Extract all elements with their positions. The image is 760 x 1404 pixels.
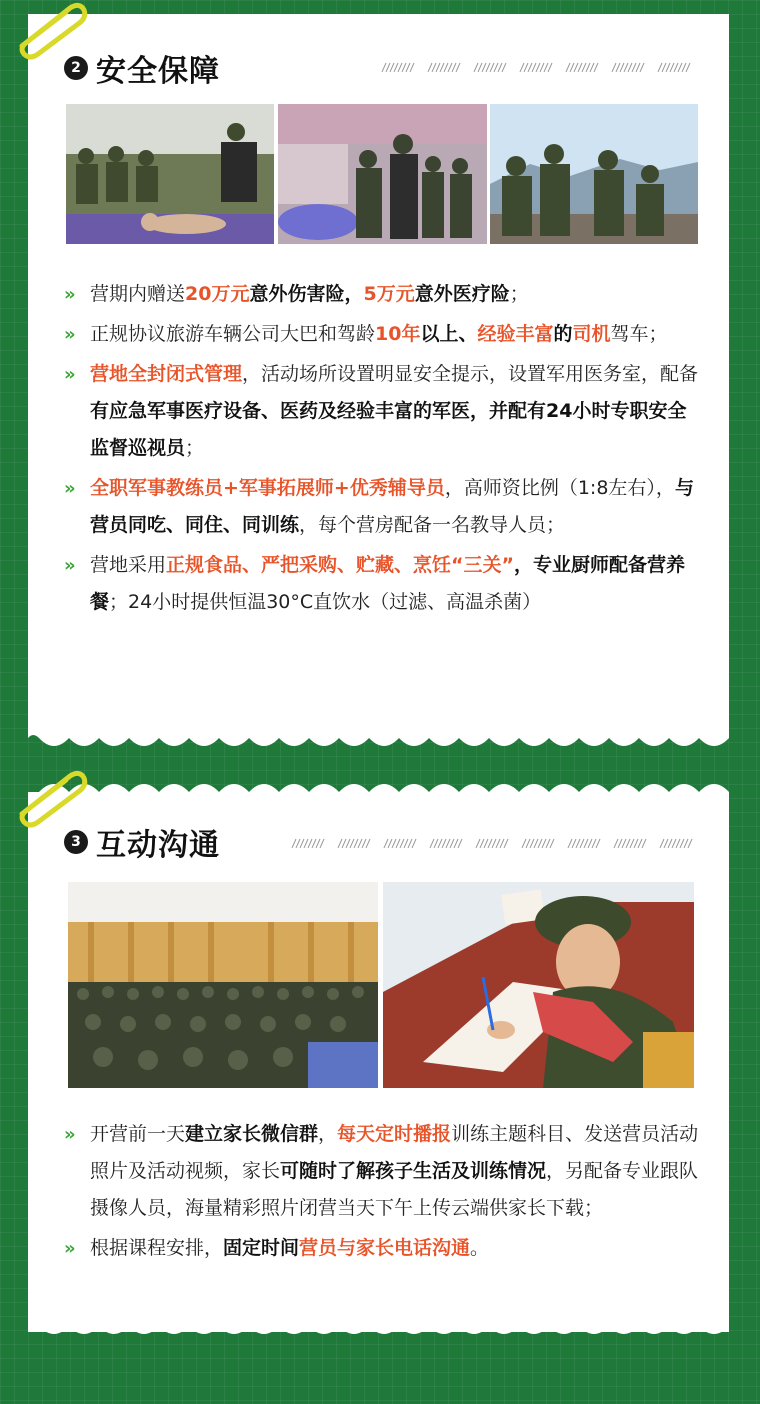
bullet-item [64, 1230, 704, 1267]
bullet-text-segment: 每天定时播报 [337, 1123, 452, 1145]
bullet-text-segment: 正规协议旅游车辆公司大巴和驾龄 [90, 323, 376, 345]
double-chevron-icon: » [64, 555, 76, 576]
section-card-communication [28, 792, 729, 1332]
bullet-text-segment: 营员与家长电话沟通 [299, 1237, 471, 1259]
section-title: 安全保障 [96, 54, 220, 89]
bullet-text-segment: 驾车； [610, 323, 668, 345]
decorative-hatch-divider [380, 62, 700, 72]
section-number-badge: 2 [64, 56, 88, 80]
section-header-communication [64, 822, 220, 862]
bullet-text-segment: 营地全封闭式管理 [90, 363, 243, 385]
double-chevron-icon: » [64, 478, 76, 499]
photo-campers-outdoor [490, 104, 698, 244]
bullet-text-segment: 有应急军事医疗设备、医药及经验丰富的军医，并配有24小时专职安全监督巡视员 [90, 400, 687, 459]
section-number-badge: 3 [64, 830, 88, 854]
scalloped-edge [28, 1312, 729, 1340]
bullet-item [64, 276, 704, 313]
bullet-text-segment: ，另配备专业跟队摄像人员，海量精彩照片闭营当天下午上传云端供家长下载； [90, 1160, 699, 1219]
bullet-text-segment: 全职军事教练员+军事拓展师+优秀辅导员 [90, 477, 445, 499]
photo-auditorium-campers [68, 882, 378, 1088]
paperclip-icon [10, 0, 90, 60]
bullet-item [64, 316, 704, 353]
bullet-text-segment: 建立家长微信群 [185, 1123, 319, 1145]
bullet-text-segment: 。 [470, 1237, 490, 1259]
double-chevron-icon: » [64, 324, 76, 345]
bullet-text-segment: 固定时间 [223, 1237, 300, 1259]
bullet-text-segment: 20万元 [185, 283, 250, 305]
bullet-text-segment: ， [318, 1123, 338, 1145]
bullet-text-segment: 营地采用 [90, 554, 167, 576]
double-chevron-icon: » [64, 364, 76, 385]
bullet-item [64, 547, 704, 621]
communication-bullet-list [64, 1116, 704, 1270]
bullet-text-segment: ； [509, 283, 529, 305]
double-chevron-icon: » [64, 284, 76, 305]
bullet-item [64, 470, 704, 544]
bullet-text-segment: 开营前一天 [90, 1123, 186, 1145]
bullet-text-segment: 正规食品、严把采购、贮藏、烹饪“三关” [166, 554, 514, 576]
bullet-text-segment: ，高师资比例（1:8左右）， [444, 477, 675, 499]
bullet-text-segment: ，活动场所设置明显安全提示，设置军用医务室，配备 [242, 363, 699, 385]
bullet-text-segment: 以上、 [420, 323, 478, 345]
bullet-text-segment: 与营员同吃、同住、同训练 [90, 477, 694, 536]
section-title: 互动沟通 [96, 828, 220, 863]
safety-bullet-list [64, 276, 704, 624]
scalloped-edge [28, 724, 729, 752]
double-chevron-icon: » [64, 1124, 76, 1145]
bullet-text-segment: 司机 [572, 323, 611, 345]
bullet-text-segment: 可随时了解孩子生活及训练情况 [280, 1160, 547, 1182]
double-chevron-icon: » [64, 1238, 76, 1259]
bullet-text-segment: 训练主题科目、发送营员活动照片及活动视频，家长 [90, 1123, 699, 1182]
bullet-text-segment: 意外伤害险， [249, 283, 364, 305]
paperclip-icon [10, 768, 90, 828]
bullet-text-segment: ；24小时提供恒温30°C直饮水（过滤、高温杀菌） [109, 591, 542, 613]
decorative-hatch-divider [290, 838, 700, 848]
photo-first-aid-training [66, 104, 274, 244]
bullet-text-segment: 经验丰富 [477, 323, 554, 345]
scalloped-edge [28, 778, 729, 806]
bullet-item [64, 1116, 704, 1227]
bullet-text-segment: 5万元 [363, 283, 415, 305]
bullet-text-segment: ，每个营房配备一名教导人员； [299, 514, 566, 536]
bullet-text-segment: ，专业厨师配备营养餐 [90, 554, 686, 613]
photo-fire-drill [278, 104, 487, 244]
bullet-item [64, 356, 704, 467]
bullet-text-segment: 10年 [375, 323, 421, 345]
bullet-text-segment: 的 [553, 323, 573, 345]
section-card-safety [28, 14, 729, 732]
photo-boy-writing-letter [383, 882, 694, 1088]
bullet-text-segment: 意外医疗险 [414, 283, 510, 305]
bullet-text-segment: 根据课程安排， [90, 1237, 224, 1259]
bullet-text-segment: 营期内赠送 [90, 283, 186, 305]
bullet-text-segment: ； [185, 437, 205, 459]
